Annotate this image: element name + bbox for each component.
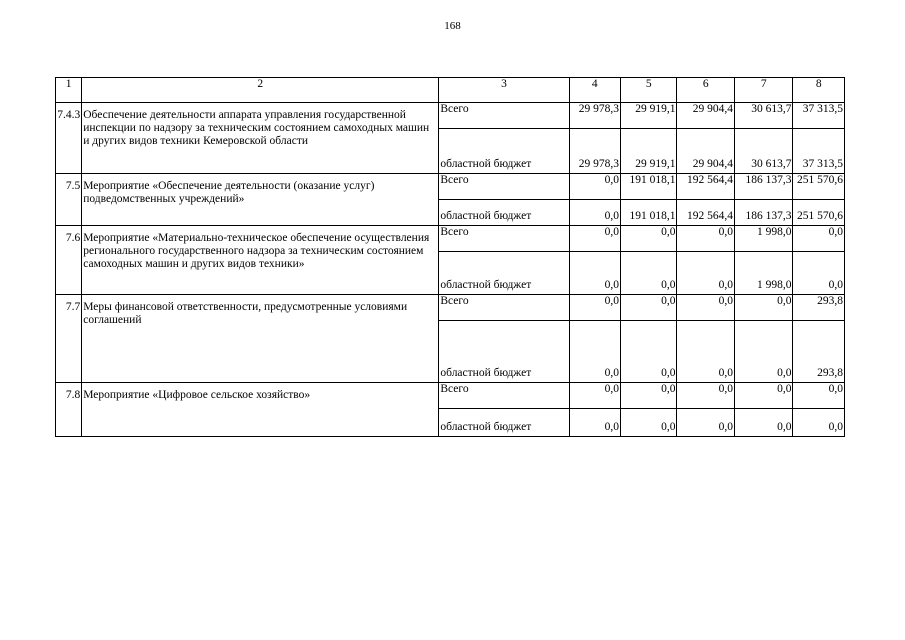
value-cell: 0,0 (734, 409, 793, 437)
value-cell: 0,0 (569, 174, 620, 200)
funding-source: Всего (439, 383, 569, 409)
funding-source: Всего (439, 295, 569, 321)
row-code: 7.5 (56, 174, 82, 226)
value-cell: 0,0 (677, 409, 735, 437)
value-cell: 251 570,6 (793, 200, 845, 226)
value-cell: 0,0 (620, 295, 677, 321)
value-cell: 0,0 (620, 409, 677, 437)
value-cell: 192 564,4 (677, 200, 735, 226)
value-cell: 192 564,4 (677, 174, 735, 200)
row-description: Мероприятие «Материально-техническое обеспечение осуществления регионального государственного надзора за техническим состоянием самоходных машин и других видов техники» (82, 226, 439, 295)
value-cell: 0,0 (620, 226, 677, 252)
value-cell: 0,0 (793, 383, 845, 409)
value-cell: 0,0 (677, 295, 735, 321)
value-cell: 191 018,1 (620, 200, 677, 226)
value-cell: 293,8 (793, 295, 845, 321)
value-cell: 0,0 (793, 409, 845, 437)
value-cell: 0,0 (569, 200, 620, 226)
value-cell: 0,0 (677, 321, 735, 383)
value-cell: 0,0 (734, 295, 793, 321)
value-cell: 0,0 (677, 383, 735, 409)
value-cell: 30 613,7 (734, 103, 793, 129)
page-number: 168 (444, 20, 461, 32)
value-cell: 293,8 (793, 321, 845, 383)
value-cell: 0,0 (620, 321, 677, 383)
value-cell: 0,0 (620, 383, 677, 409)
table-row (56, 174, 845, 200)
row-code: 7.8 (56, 383, 82, 437)
budget-table (55, 77, 845, 437)
value-cell: 0,0 (677, 226, 735, 252)
row-description: Мероприятие «Обеспечение деятельности (оказание услуг) подведомственных учреждений» (82, 174, 439, 226)
value-cell: 29 919,1 (620, 103, 677, 129)
value-cell: 29 904,4 (677, 129, 735, 174)
funding-source: областной бюджет (439, 409, 569, 437)
column-header: 6 (677, 78, 735, 103)
value-cell: 186 137,3 (734, 174, 793, 200)
value-cell: 191 018,1 (620, 174, 677, 200)
value-cell: 0,0 (569, 383, 620, 409)
value-cell: 0,0 (569, 252, 620, 295)
value-cell: 29 919,1 (620, 129, 677, 174)
row-code: 7.6 (56, 226, 82, 295)
value-cell: 29 978,3 (569, 103, 620, 129)
value-cell: 1 998,0 (734, 226, 793, 252)
row-description: Меры финансовой ответственности, предусмотренные условиями соглашений (82, 295, 439, 383)
value-cell: 0,0 (793, 252, 845, 295)
column-header: 4 (569, 78, 620, 103)
value-cell: 1 998,0 (734, 252, 793, 295)
funding-source: областной бюджет (439, 252, 569, 295)
funding-source: Всего (439, 226, 569, 252)
value-cell: 0,0 (793, 226, 845, 252)
row-description: Обеспечение деятельности аппарата управления государственной инспекции по надзору за техническим состоянием самоходных машин и других видов техники Кемеровской области (82, 103, 439, 174)
value-cell: 37 313,5 (793, 103, 845, 129)
value-cell: 29 904,4 (677, 103, 735, 129)
value-cell: 0,0 (569, 226, 620, 252)
value-cell: 186 137,3 (734, 200, 793, 226)
row-description: Мероприятие «Цифровое сельское хозяйство» (82, 383, 439, 437)
value-cell: 0,0 (569, 409, 620, 437)
table-row (56, 295, 845, 321)
table-row (56, 383, 845, 409)
value-cell: 0,0 (734, 383, 793, 409)
column-header: 3 (439, 78, 569, 103)
value-cell: 0,0 (620, 252, 677, 295)
funding-source: областной бюджет (439, 200, 569, 226)
header-row (56, 78, 845, 103)
funding-source: Всего (439, 174, 569, 200)
value-cell: 0,0 (734, 321, 793, 383)
value-cell: 0,0 (569, 321, 620, 383)
row-code: 7.7 (56, 295, 82, 383)
column-header: 5 (620, 78, 677, 103)
value-cell: 29 978,3 (569, 129, 620, 174)
funding-source: областной бюджет (439, 321, 569, 383)
column-header: 7 (734, 78, 793, 103)
column-header: 2 (82, 78, 439, 103)
value-cell: 251 570,6 (793, 174, 845, 200)
column-header: 1 (56, 78, 82, 103)
table-row (56, 226, 845, 252)
value-cell: 37 313,5 (793, 129, 845, 174)
column-header: 8 (793, 78, 845, 103)
table-row (56, 103, 845, 129)
row-code: 7.4.3 (56, 103, 82, 174)
funding-source: областной бюджет (439, 129, 569, 174)
value-cell: 30 613,7 (734, 129, 793, 174)
value-cell: 0,0 (677, 252, 735, 295)
value-cell: 0,0 (569, 295, 620, 321)
funding-source: Всего (439, 103, 569, 129)
